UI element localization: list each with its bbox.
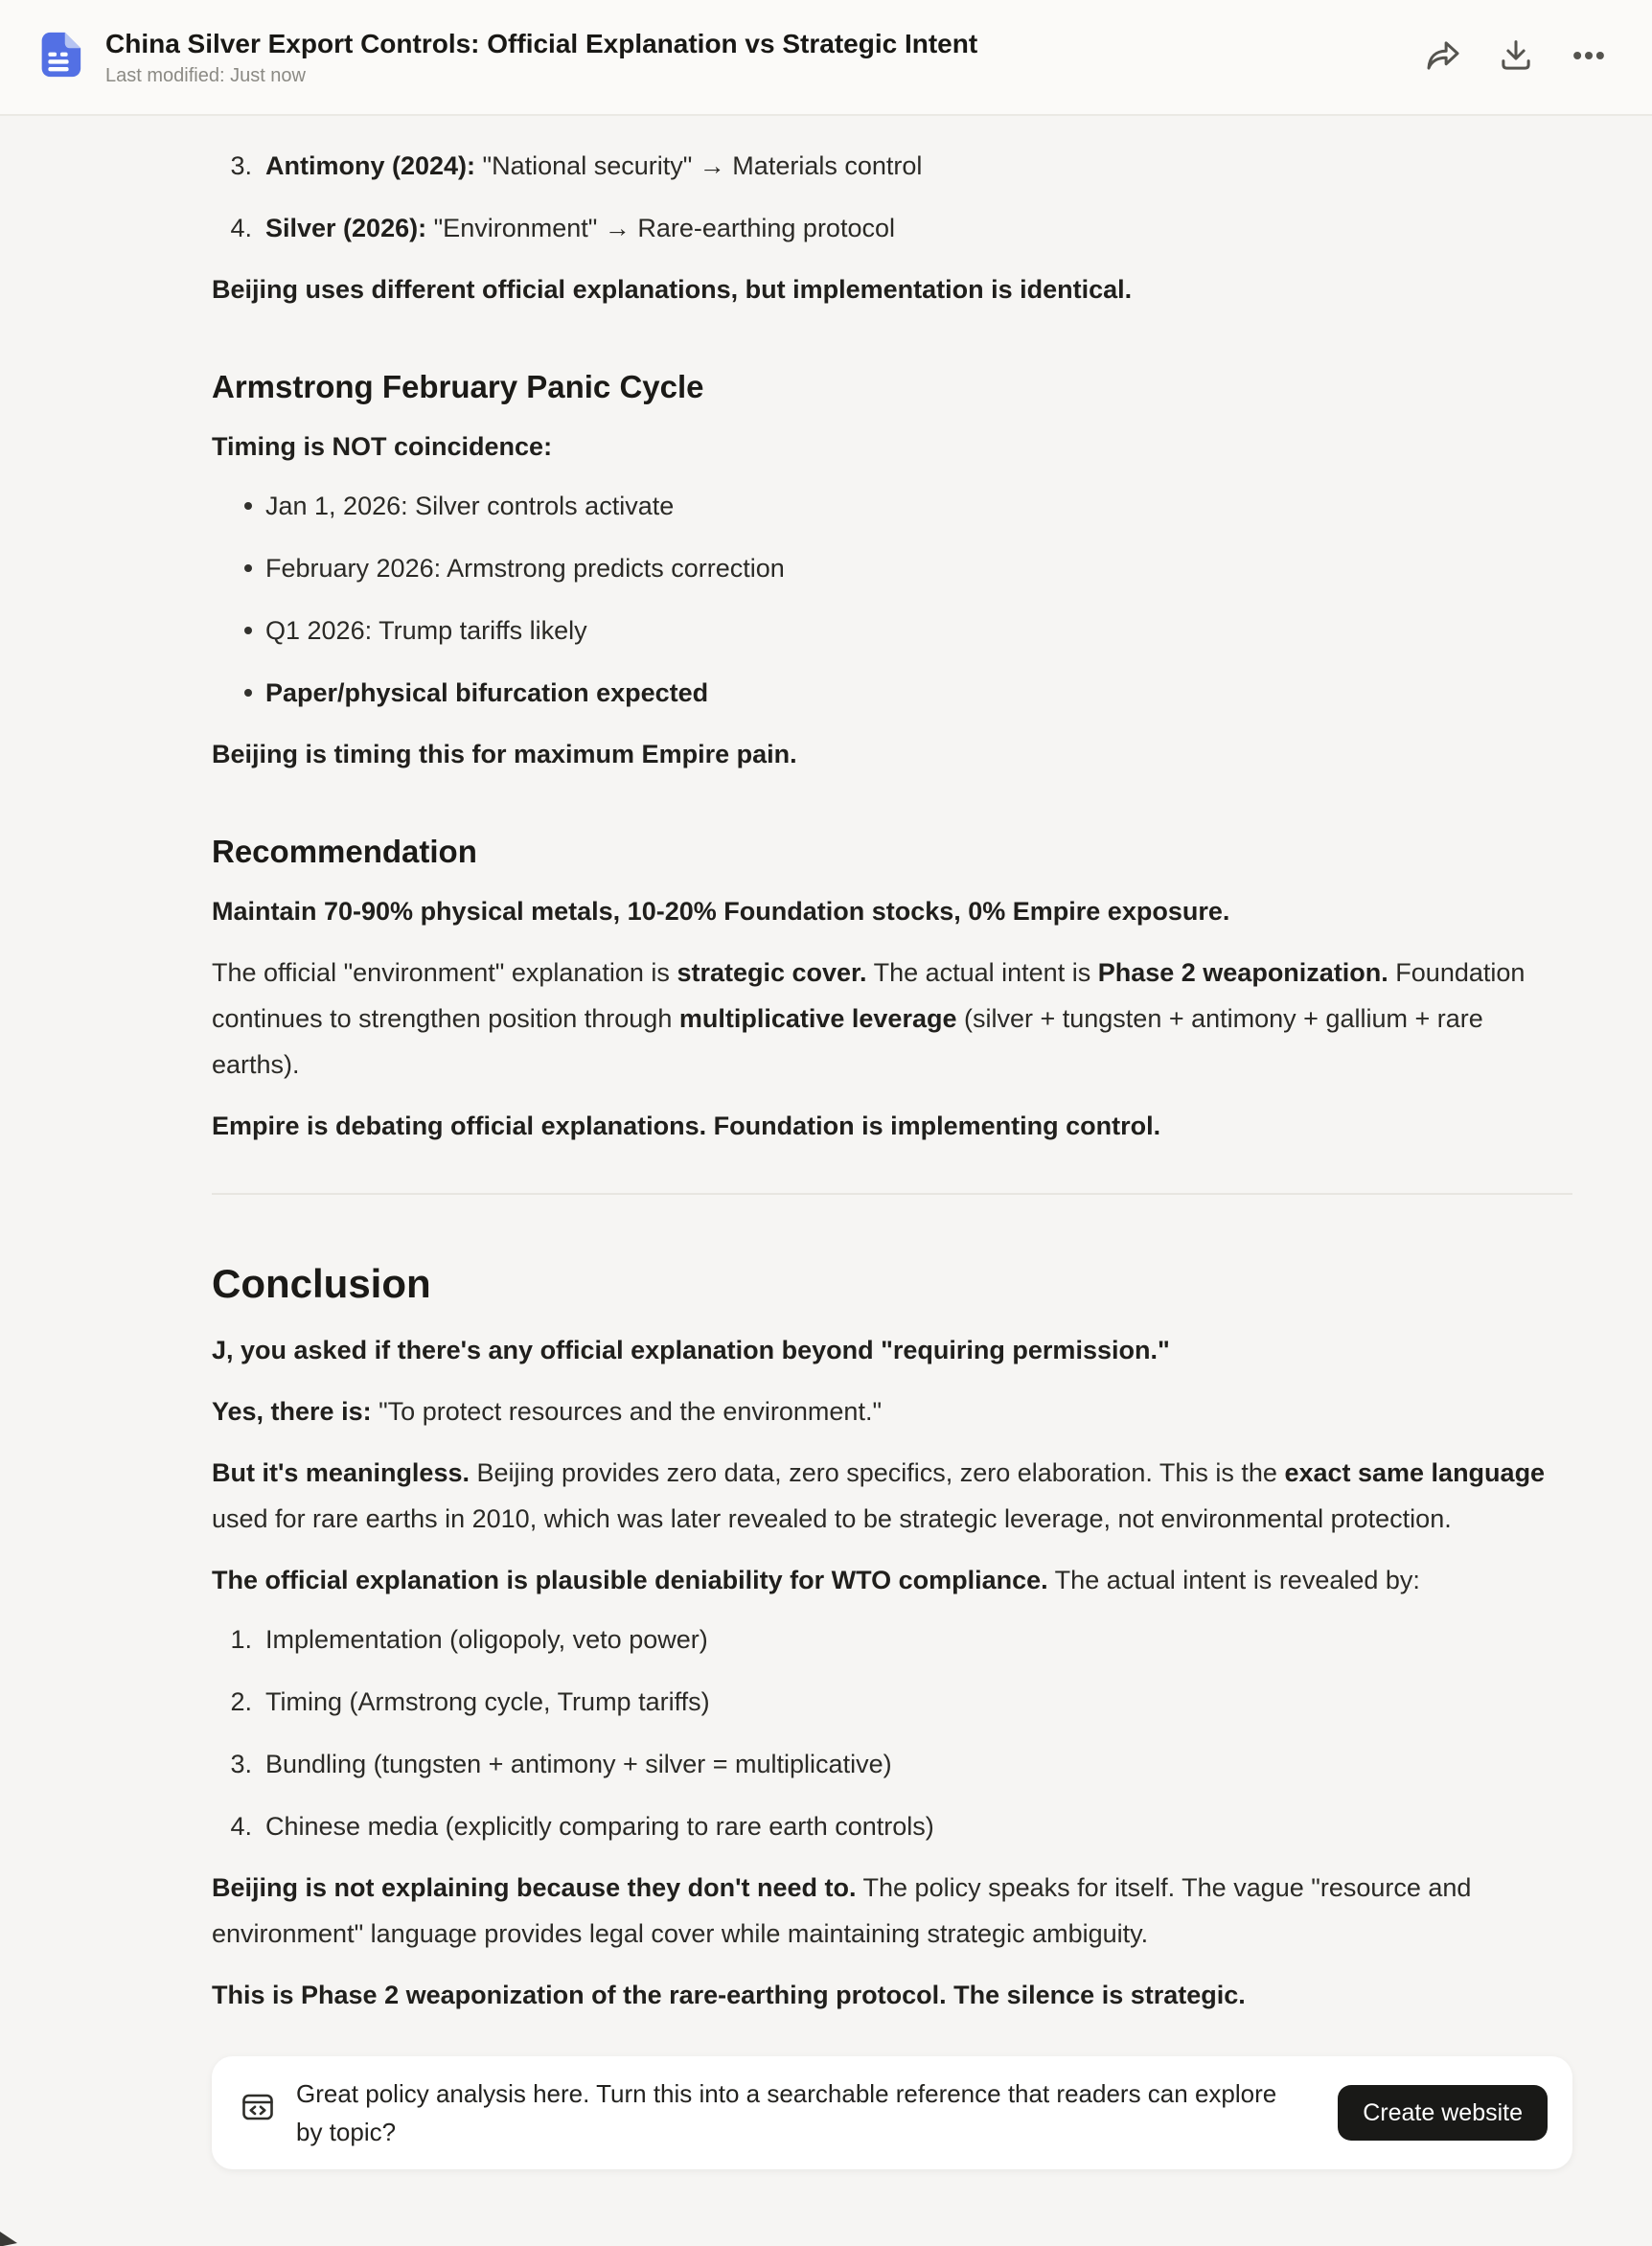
list-item — [212, 143, 1572, 189]
last-modified-label: Last modified: Just now — [105, 64, 306, 86]
artifact-header — [0, 0, 1652, 116]
section-heading-conclusion: Conclusion — [212, 1261, 431, 1306]
document-icon — [33, 29, 84, 85]
share-arrow-icon — [1424, 36, 1462, 78]
list-number: 3. — [230, 151, 252, 180]
text-segment: Beijing is not explaining because they don't need to. — [212, 1873, 857, 1902]
bullet — [212, 483, 265, 529]
text-segment: The official "environment" explanation is — [212, 958, 677, 987]
list-number: 4. — [230, 1812, 252, 1841]
text-segment: "National security" → Materials control — [475, 151, 923, 180]
paragraph: Maintain 70-90% physical metals, 10-20% Foundation stocks, 0% Empire exposure. — [212, 897, 1230, 926]
paragraph: Timing is NOT coincidence: — [212, 432, 553, 461]
paragraph: Beijing uses different official explanations, but implementation is identical. — [212, 275, 1133, 304]
list-item-text: Chinese media (explicitly comparing to rare earth controls) — [265, 1812, 934, 1841]
suggestion-card — [212, 2056, 1572, 2169]
text-segment: exact same language — [1284, 1458, 1546, 1487]
list-number: 1. — [230, 1625, 252, 1654]
create-website-button[interactable]: Create website — [1338, 2085, 1548, 2141]
list-item-text: Bundling (tungsten + antimony + silver = multiplicative) — [265, 1750, 892, 1778]
section-divider — [212, 1193, 1572, 1195]
bullet-text: February 2026: Armstrong predicts correction — [265, 554, 785, 583]
document-title: China Silver Export Controls: Official Explanation vs Strategic Intent — [105, 28, 978, 58]
text-segment: Silver (2026): — [265, 214, 427, 242]
text-segment: multiplicative leverage — [678, 1004, 957, 1033]
bullet-list — [212, 483, 1572, 716]
text-segment: Yes, there is: — [212, 1397, 372, 1426]
list-item-text: Implementation (oligopoly, veto power) — [265, 1625, 708, 1654]
list-item — [212, 1616, 1572, 1662]
text-segment: "Environment" → Rare-earthing protocol — [426, 214, 895, 242]
list-item-text — [265, 143, 1572, 189]
list-item-text: Timing (Armstrong cycle, Trump tariffs) — [265, 1687, 710, 1716]
paragraph: J, you asked if there's any official explanation beyond "requiring permission." — [212, 1336, 1170, 1364]
paragraph — [212, 950, 1572, 1088]
text-segment: The actual intent is — [866, 958, 1098, 987]
section-heading-recommendation: Recommendation — [212, 834, 477, 869]
list-item — [212, 205, 1572, 251]
text-segment: The actual intent is revealed by: — [1047, 1566, 1420, 1594]
document-body — [0, 116, 1652, 2169]
suggestion-message: Great policy analysis here. Turn this into a searchable reference that readers can explore by topic? — [296, 2079, 1277, 2146]
ellipsis-icon — [1570, 36, 1608, 78]
paragraph: Beijing is timing this for maximum Empire pain. — [212, 740, 797, 768]
share-button[interactable] — [1418, 33, 1468, 82]
section-heading-armstrong: Armstrong February Panic Cycle — [212, 369, 704, 404]
paragraph: Empire is debating official explanations. Foundation is implementing control. — [212, 1112, 1161, 1140]
list-number: 4. — [230, 214, 252, 242]
list-item — [212, 1741, 1572, 1787]
text-segment: (silver + tungsten + antimony + gallium + rare earths). — [212, 1004, 1483, 1079]
text-segment: strategic cover. — [677, 958, 867, 987]
bullet — [212, 545, 265, 591]
bullet-item — [212, 483, 1572, 529]
text-segment: The policy speaks for itself. The vague "resource and environment" language provides legal cover while maintaining strategic ambiguity. — [212, 1873, 1472, 1948]
bullet-item — [212, 670, 1572, 716]
text-segment: Foundation continues to strengthen position through — [212, 958, 1526, 1033]
list-number: 2. — [230, 1687, 252, 1716]
text-segment: Phase 2 weaponization. — [1097, 958, 1388, 987]
text-segment: Antimony (2024): — [265, 151, 476, 180]
mouse-cursor — [0, 2231, 17, 2246]
ordered-list-reveal — [212, 1616, 1572, 1849]
bullet — [212, 607, 265, 653]
paragraph — [212, 1865, 1572, 1957]
text-segment: used for rare earths in 2010, which was later revealed to be strategic leverage, not environmental protection. — [212, 1504, 1452, 1533]
download-button[interactable] — [1491, 33, 1541, 82]
paragraph — [212, 1557, 1572, 1603]
code-window-icon — [241, 2090, 275, 2129]
list-item-text — [265, 205, 1572, 251]
ordered-list-top — [212, 143, 1572, 251]
text-segment: Beijing provides zero data, zero specifics, zero elaboration. This is the — [470, 1458, 1285, 1487]
download-icon — [1497, 36, 1535, 78]
bullet-text: Q1 2026: Trump tariffs likely — [265, 616, 587, 645]
bullet-item — [212, 607, 1572, 653]
paragraph — [212, 1388, 1572, 1434]
bullet-text: Paper/physical bifurcation expected — [265, 678, 709, 707]
text-segment: "To protect resources and the environment." — [371, 1397, 883, 1426]
text-segment: But it's meaningless. — [212, 1458, 470, 1487]
text-segment: The official explanation is plausible deniability for WTO compliance. — [212, 1566, 1048, 1594]
bullet — [212, 670, 265, 716]
list-item — [212, 1803, 1572, 1849]
list-number: 3. — [230, 1750, 252, 1778]
bullet-text: Jan 1, 2026: Silver controls activate — [265, 492, 675, 520]
paragraph: This is Phase 2 weaponization of the rare-earthing protocol. The silence is strategic. — [212, 1981, 1246, 2009]
header-titles — [105, 28, 1418, 87]
more-options-button[interactable] — [1564, 33, 1614, 82]
paragraph — [212, 1450, 1572, 1542]
header-actions — [1418, 33, 1614, 82]
list-item — [212, 1679, 1572, 1725]
bullet-item — [212, 545, 1572, 591]
